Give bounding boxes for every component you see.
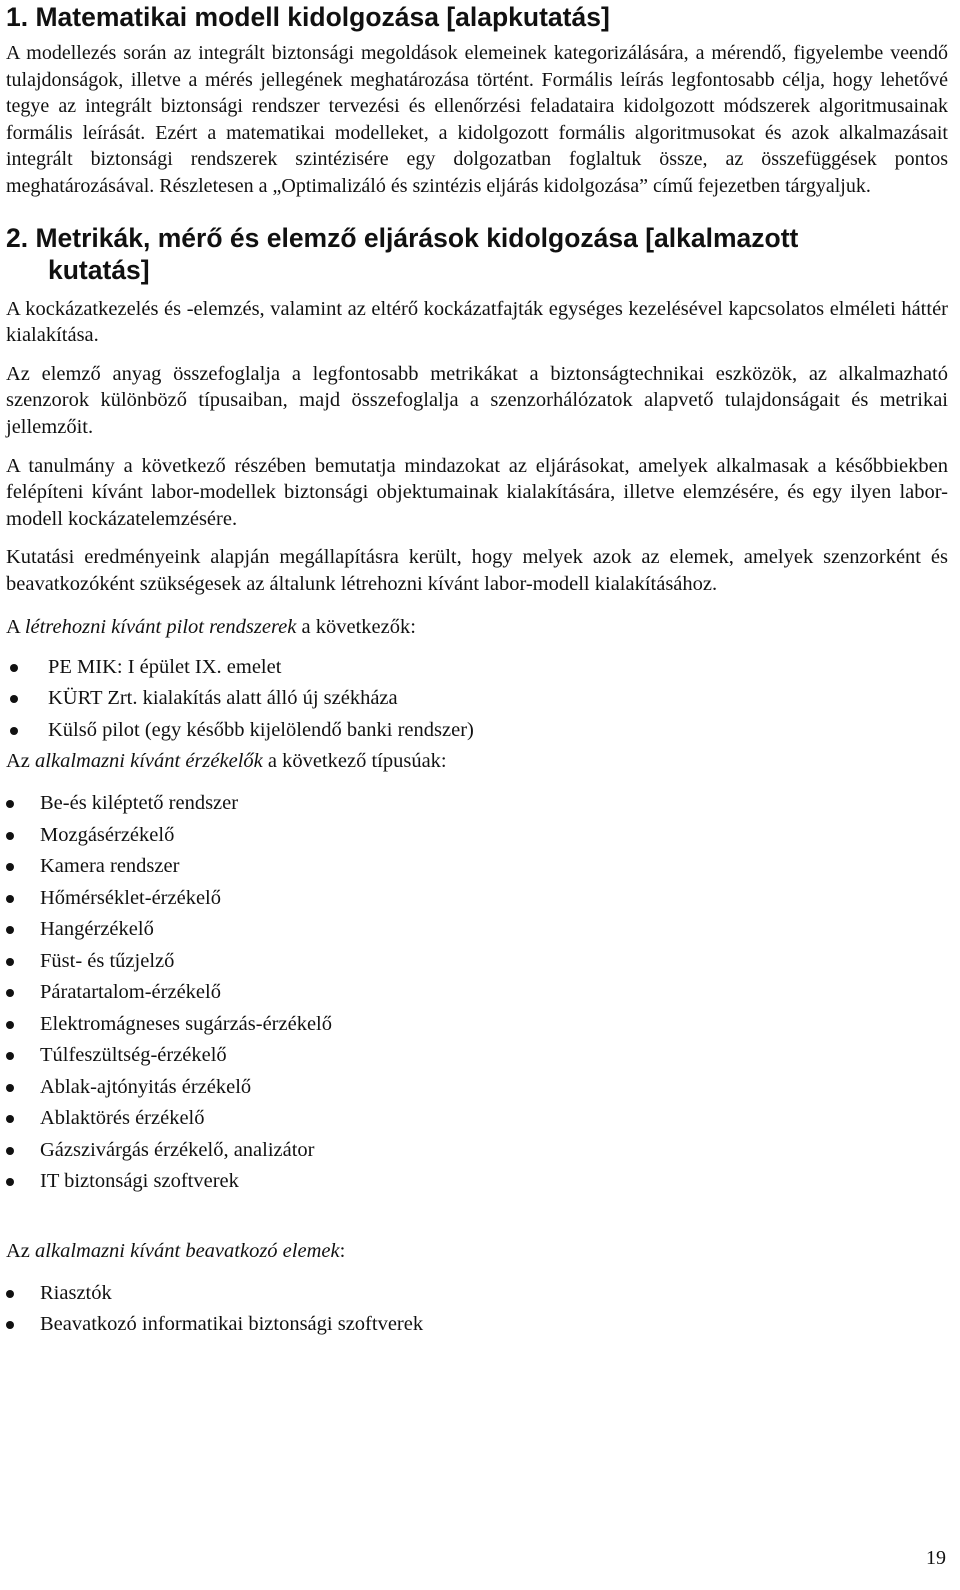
- actuator-intro-before: Az: [6, 1239, 36, 1262]
- sensor-list-item: Túlfeszültség-érzékelő: [6, 1040, 948, 1072]
- section-2-paragraph-2: Az elemző anyag összefoglalja a legfontosabb metrikákat a biztonságtechnikai eszközök, az alkalmazható szenzorok különböző típusaiban, majd összefoglalja a szenzorhálózatok alapvető tulajdonságait és metrikai jellemzőit.: [6, 362, 948, 438]
- actuator-list-item: Beavatkozó informatikai biztonsági szoftverek: [6, 1309, 948, 1341]
- pilot-list-item: KÜRT Zrt. kialakítás alatt álló új székháza: [6, 683, 948, 715]
- sensor-list-item: Hangérzékelő: [6, 914, 948, 946]
- pilot-intro: [6, 612, 948, 642]
- page-number: 19: [926, 1547, 946, 1569]
- sensor-list-item: Páratartalom-érzékelő: [6, 977, 948, 1009]
- actuator-intro-emphasis: alkalmazni kívánt beavatkozó elemek: [35, 1239, 340, 1262]
- section-2: [6, 222, 948, 1341]
- actuator-list-item: Riasztók: [6, 1278, 948, 1310]
- sensor-list-item: IT biztonsági szoftverek: [6, 1166, 948, 1198]
- section-2-paragraph-4: Kutatási eredményeink alapján megállapításra került, hogy melyek azok az elemek, amelyek szenzorként és beavatkozóként szükségesek az általunk létrehozni kívánt labor-modell kialakításához.: [6, 546, 948, 595]
- section-2-paragraph-3: A tanulmány a következő részében bemutatja mindazokat az eljárásokat, amelyek alkalmasak a későbbiekben felépíteni kívánt labor-modellek biztonsági objektumainak kialakítására, illetve elemzésére, és egy ilyen labor-modell kockázatelemzésére.: [6, 454, 948, 530]
- sensor-list-item: Hőmérséklet-érzékelő: [6, 883, 948, 915]
- section-2-heading: [6, 222, 948, 286]
- pilot-intro-emphasis: létrehozni kívánt pilot rendszerek: [24, 615, 297, 638]
- sensor-list-item: Ablaktörés érzékelő: [6, 1103, 948, 1135]
- sensor-intro: [6, 746, 948, 776]
- sensor-list-item: Elektromágneses sugárzás-érzékelő: [6, 1009, 948, 1041]
- actuator-intro: [6, 1236, 948, 1266]
- sensor-intro-before: Az: [6, 750, 36, 772]
- sensor-list-item: Mozgásérzékelő: [6, 820, 948, 852]
- actuator-intro-after: :: [339, 1239, 346, 1262]
- sensor-intro-emphasis: alkalmazni kívánt érzékelők: [35, 750, 263, 772]
- section-2-heading-line2: kutatás]: [48, 254, 150, 285]
- sensor-list: [6, 788, 948, 1198]
- sensor-list-item: Gázszivárgás érzékelő, analizátor: [6, 1135, 948, 1167]
- pilot-list-item: PE MIK: I épület IX. emelet: [6, 652, 948, 684]
- actuator-list: [6, 1278, 948, 1341]
- section-2-heading-line1: 2. Metrikák, mérő és elemző eljárások kidolgozása [alkalmazott: [6, 222, 799, 253]
- section-2-paragraph-1: A kockázatkezelés és -elemzés, valamint az eltérő kockázatfajták egységes kezelésével kapcsolatos elméleti háttér kialakítása.: [6, 297, 948, 347]
- section-1-heading: 1. Matematikai modell kidolgozása [alapkutatás]: [6, 2, 610, 32]
- sensor-list-item: Füst- és tűzjelző: [6, 946, 948, 978]
- sensor-list-item: Kamera rendszer: [6, 851, 948, 883]
- page-content: [6, 0, 948, 1341]
- section-1-paragraph: A modellezés során az integrált biztonsági megoldások elemeinek kategorizálására, a mérendő, figyelembe veendő tulajdonságok, illetve a mérés jellegének meghatározása történt. Formális leírás legfontosabb célja, hogy lehetővé tegye az integrált biztonsági rendszer tervezési és ellenőrzési feladataira kidolgozott módszerek algoritmusainak formális leírását. Ezért a matematikai modelleket, a kidolgozott formális algoritmusokat és azok alkalmazásait integrált biztonsági rendszerek szintézisére egy dolgozatban foglaltuk össze, az összefüggések pontos meghatározásával. Részletesen a „Optimalizáló és szintézis eljárás kidolgozása” című fejezetben tárgyaljuk.: [6, 42, 948, 197]
- pilot-list-item: Külső pilot (egy később kijelölendő banki rendszer): [6, 715, 948, 747]
- sensor-list-item: Ablak-ajtónyitás érzékelő: [6, 1072, 948, 1104]
- section-1: [6, 0, 948, 200]
- pilot-list: [6, 652, 948, 747]
- sensor-intro-after: a következő típusúak:: [262, 750, 447, 772]
- pilot-intro-before: A: [6, 615, 25, 638]
- sensor-list-item: Be-és kiléptető rendszer: [6, 788, 948, 820]
- pilot-intro-after: a következők:: [296, 615, 416, 638]
